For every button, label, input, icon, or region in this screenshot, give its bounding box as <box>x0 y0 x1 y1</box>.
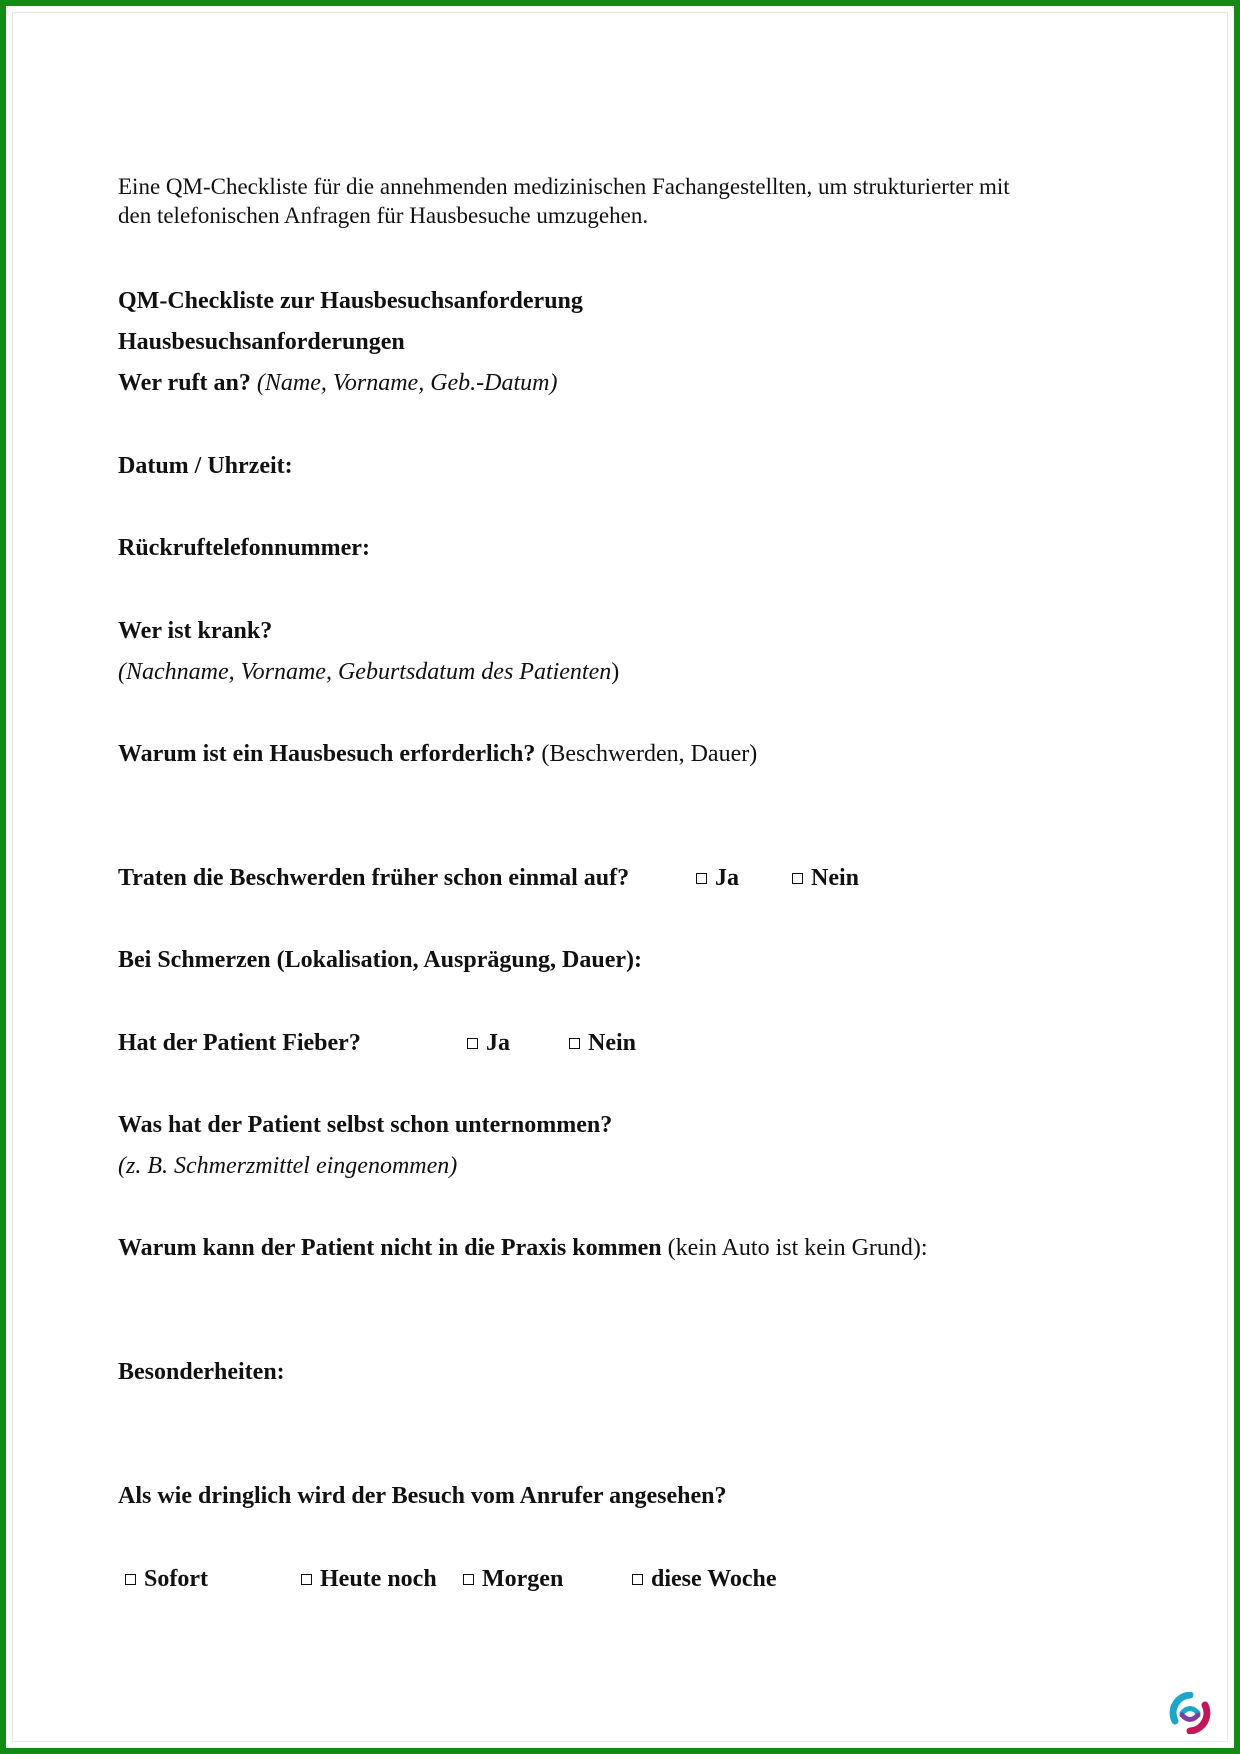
question-why-visit-hint: (Beschwerden, Dauer) <box>541 741 758 767</box>
urgency-this-week-label: diese Woche <box>651 1566 777 1592</box>
urgency-today-label: Heute noch <box>320 1566 437 1592</box>
fever-no-option[interactable] <box>569 1028 636 1058</box>
question-who-is-sick: Wer ist krank? <box>118 618 273 644</box>
question-callback-number: Rückruftelefonnummer: <box>118 535 370 561</box>
checkbox-icon[interactable] <box>125 1574 136 1585</box>
question-why-visit-label: Warum ist ein Hausbesuch erforderlich? <box>118 741 536 767</box>
question-special-notes: Besonderheiten: <box>118 1359 285 1385</box>
urgency-option-today[interactable] <box>301 1564 437 1594</box>
fever-yes-label: Ja <box>486 1030 510 1056</box>
checkbox-icon[interactable] <box>792 873 803 884</box>
checkbox-icon[interactable] <box>632 1574 643 1585</box>
checkbox-icon[interactable] <box>467 1038 478 1049</box>
question-fever: Hat der Patient Fieber? <box>118 1030 361 1056</box>
question-urgency: Als wie dringlich wird der Besuch vom Anrufer angesehen? <box>118 1483 727 1509</box>
occurred-before-no-label: Nein <box>811 865 859 891</box>
question-who-is-sick-hint <box>118 657 619 687</box>
checkbox-icon[interactable] <box>301 1574 312 1585</box>
occurred-before-yes-label: Ja <box>715 865 739 891</box>
fever-no-label: Nein <box>588 1030 636 1056</box>
occurred-before-yes-option[interactable] <box>696 863 739 893</box>
intro-paragraph <box>118 172 1118 230</box>
checkbox-icon[interactable] <box>569 1038 580 1049</box>
sick-hint-paren: ) <box>611 659 620 685</box>
intro-line-2: den telefonischen Anfragen für Hausbesuche umzugehen. <box>118 203 649 228</box>
question-cannot-come <box>118 1233 928 1263</box>
urgency-option-immediately[interactable] <box>125 1564 208 1594</box>
fever-yes-option[interactable] <box>467 1028 510 1058</box>
question-pain: Bei Schmerzen (Lokalisation, Ausprägung, Dauer): <box>118 947 643 973</box>
urgency-immediately-label: Sofort <box>144 1566 208 1592</box>
section-heading: Hausbesuchsanforderungen <box>118 329 405 355</box>
urgency-option-this-week[interactable] <box>632 1564 777 1594</box>
question-caller-hint: (Name, Vorname, Geb.-Datum) <box>256 370 558 396</box>
sick-hint-text: (Nachname, Vorname, Geburtsdatum des Patienten <box>118 659 612 685</box>
intro-line-1: Eine QM-Checkliste für die annehmenden medizinischen Fachangestellten, um strukturierter mit <box>118 174 1010 199</box>
checkbox-icon[interactable] <box>696 873 707 884</box>
urgency-tomorrow-label: Morgen <box>482 1566 564 1592</box>
document-title: QM-Checkliste zur Hausbesuchsanforderung <box>118 288 583 314</box>
question-cannot-come-label: Warum kann der Patient nicht in die Praxis kommen <box>118 1235 662 1261</box>
question-cannot-come-hint: (kein Auto ist kein Grund): <box>667 1235 928 1261</box>
question-caller <box>118 368 558 398</box>
checkbox-icon[interactable] <box>463 1574 474 1585</box>
question-caller-label: Wer ruft an? <box>118 370 251 396</box>
question-self-measures: Was hat der Patient selbst schon unternommen? <box>118 1112 613 1138</box>
question-why-visit <box>118 739 757 769</box>
question-self-measures-hint: (z. B. Schmerzmittel eingenommen) <box>118 1153 458 1179</box>
question-occurred-before: Traten die Beschwerden früher schon einmal auf? <box>118 865 630 891</box>
occurred-before-no-option[interactable] <box>792 863 859 893</box>
logo-swirl-icon <box>1169 1692 1211 1734</box>
question-datetime: Datum / Uhrzeit: <box>118 453 293 479</box>
urgency-option-tomorrow[interactable] <box>463 1564 563 1594</box>
